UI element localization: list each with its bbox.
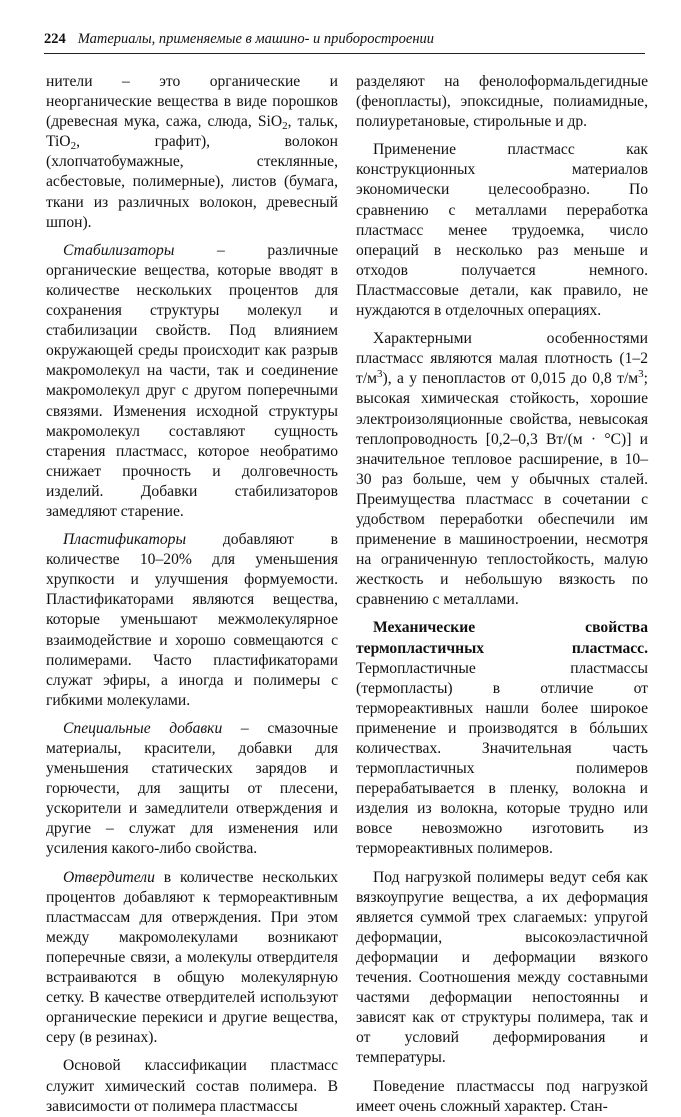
paragraph-thermoplastics: Механические свойства термопластичных пластмасс. Термопластичные пластмассы (термопласты) в отличие от термореактивных нашли более широкое применение и производятся в бóльших количествах. Значительная часть термопластичных полимеров перерабатывается в пленку, волокна и изделия из волокна, которые трудно или вовсе невозможно изготовить из термореактивных полимеров. — [356, 619, 648, 858]
paragraph-viscoelastic: Под нагрузкой полимеры ведут себя как вязкоупругие вещества, а их деформация является суммой трех слагаемых: упругой деформации, высокоэластичной деформации и деформации вязкого течения. Соотношения между составными частями деформации непостоянны и зависят как от структуры полимера, так и от условий деформирования и температуры. — [356, 868, 648, 1067]
running-header — [44, 30, 644, 48]
term-hardeners: Отвердители — [63, 868, 155, 886]
section-heading-thermoplastics: Механические свойства термопластичных пластмасс. — [356, 619, 648, 657]
running-title: Материалы, применяемые в машино- и приборостроении — [77, 31, 435, 47]
right-column — [356, 72, 648, 1117]
paragraph-classification: Основой классификации пластмасс служит химический состав полимера. В зависимости от полимера пластмассы — [46, 1057, 338, 1115]
header-rule — [44, 53, 645, 54]
paragraph-hardeners: Отвердители в количестве нескольких процентов добавляют к термореактивным пластмассам для отверждения. При этом между макромолекулами возникают поперечные связи, а молекулы отвердителя встраиваются в общую молекулярную сетку. В качестве отвердителей используют органические перекиси и другие вещества, серу (в резинах). — [46, 868, 338, 1047]
paragraph-stabilizers: Стабилизаторы – различные органические вещества, которые вводят в количестве нескольких процентов для сохранения структуры молекул и стабилизации свойств. Под влиянием окружающей среды происходит как разрыв макромолекул на части, так и соединение макромолекул друг с другом поперечными связями. Изменения исходной структуры макромолекул составляют сущность старения пластмасс, которое необратимо снижает прочность и долговечность изделий. Добавки стабилизаторов замедляют старение. — [46, 241, 338, 520]
paragraph-plastic-types: разделяют на фенолоформальдегидные (фенопласты), эпоксидные, полиамидные, полиуретановые, стирольные и др. — [356, 73, 648, 131]
paragraph-load-behavior: Поведение пластмассы под нагрузкой имеет очень сложный характер. Стан- — [356, 1077, 648, 1115]
paragraph-plasticizers: Пластификаторы добавляют в количестве 10–20% для уменьшения хрупкости и улучшения формуемости. Пластификаторами являются вещества, которые уменьшают межмолекулярное взаимодействие и хорошо совмещаются с полимерами. Часто пластификаторами служат эфиры, а иногда и полимеры с гибкими молекулами. — [46, 531, 338, 709]
paragraph-fillers: нители – это органические и неорганические вещества в виде порошков (древесная мука, сажа, слюда, SiO$_2$, тальк, TiO$_2$, графит), волокон (хлопчатобумажные, стеклянные, асбестовые, полимерные), листов (бумага, ткани из различных волокон, древесный шпон). — [46, 73, 338, 231]
page-number: 224 — [44, 31, 66, 47]
paragraph-characteristics: Характерными особенностями пластмасс являются малая плотность (1–2 $т/м^3$), а у пенопластов от 0,015 до 0,8 $т/м^3$; высокая химическая стойкость, хорошие электроизоляционные свойства, невысокая теплопроводность [0,2–0,3 Вт/(м · °С)] и значительное тепловое расширение, в 10–30 раз больше, чем у обычных сталей. Преимущества пластмасс в сочетании с удобством переработки обеспечили им применение в машиностроении, несмотря на ограниченную теплостойкость, малую жесткость и небольшую вязкость по сравнению с металлами. — [356, 330, 648, 609]
left-column — [46, 72, 338, 1117]
term-special-additives: Специальные добавки — [63, 719, 223, 737]
paragraph-application: Применение пластмасс как конструкционных материалов экономически целесообразно. По сравнению с металлами переработка пластмасс менее трудоемка, число операций в несколько раз меньше и отходов получается немного. Пластмассовые детали, как правило, не нуждаются в отделочных операциях. — [356, 141, 648, 320]
paragraph-special-additives: Специальные добавки – смазочные материалы, красители, добавки для уменьшения статических зарядов и горючести, для защиты от плесени, ускорители и замедлители отверждения и другие – служат для изменения или усиления какого-либо свойства. — [46, 719, 338, 858]
term-plasticizers: Пластификаторы — [63, 531, 187, 549]
term-stabilizers: Стабилизаторы — [63, 241, 175, 259]
